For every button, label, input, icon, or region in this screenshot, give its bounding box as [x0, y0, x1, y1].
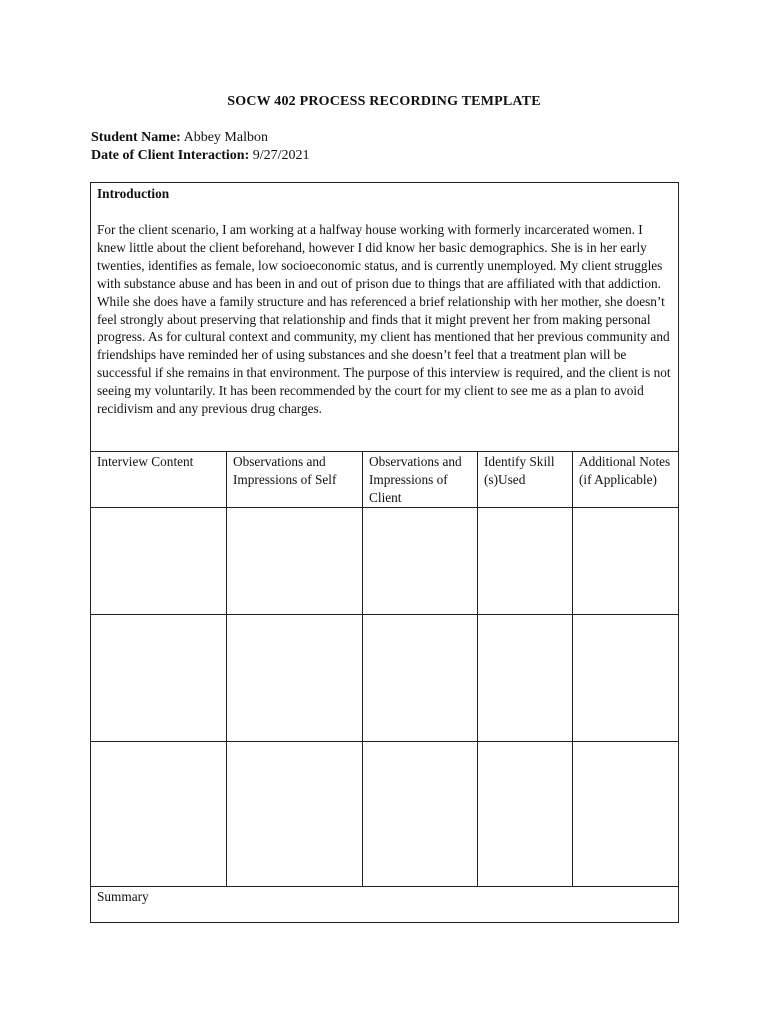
column-header: Observations and Impressions of Client	[363, 452, 478, 508]
table-cell[interactable]	[573, 507, 679, 614]
table-cell[interactable]	[573, 614, 679, 741]
table-cell[interactable]	[91, 614, 227, 741]
table-row	[91, 614, 679, 741]
document-title: SOCW 402 PROCESS RECORDING TEMPLATE	[227, 94, 541, 109]
introduction-heading: Introduction	[97, 186, 170, 201]
date-label: Date of Client Interaction:	[91, 148, 250, 163]
table-cell[interactable]	[478, 507, 573, 614]
date-value: 9/27/2021	[252, 148, 310, 163]
table-cell[interactable]	[363, 741, 478, 886]
column-header: Additional Notes (if Applicable)	[573, 452, 679, 508]
summary-label: Summary	[97, 888, 149, 904]
table-cell[interactable]	[227, 507, 363, 614]
table-cell[interactable]	[363, 507, 478, 614]
table-cell[interactable]	[363, 614, 478, 741]
table-header-row	[91, 452, 679, 508]
column-header: Observations and Impressions of Self	[227, 452, 363, 508]
date-line	[91, 147, 310, 165]
student-name-value: Abbey Malbon	[183, 130, 268, 145]
table-cell[interactable]	[91, 507, 227, 614]
student-name-label: Student Name:	[91, 130, 181, 145]
summary-cell[interactable]	[91, 886, 679, 922]
table-row	[91, 507, 679, 614]
column-header: Interview Content	[91, 452, 227, 508]
introduction-text: For the client scenario, I am working at a halfway house working with formerly incarcerated women. I knew little about the client beforehand, however I did know her basic demographics. She is in her early twenties, identifies as female, low socioeconomic status, and is currently unemployed. My client struggles with substance abuse and has been in and out of prison due to things that are affiliated with that addiction. While she does have a family structure and has referenced a brief relationship with her mother, she doesn’t feel strongly about preserving that relationship and finds that it might prevent her from making personal progress. As for cultural context and community, my client has mentioned that her previous community and friendships have reminded her of using substances and she doesn’t feel that a treatment plan will be successful if she remains in that environment. The purpose of this interview is required, and the client is not seeing my voluntarily. It has been recommended by the court for my client to see me as a plan to avoid recidivism and any previous drug charges.	[97, 222, 671, 417]
table-cell[interactable]	[227, 741, 363, 886]
column-header: Identify Skill (s)Used	[478, 452, 573, 508]
table-cell[interactable]	[478, 614, 573, 741]
table-row	[91, 741, 679, 886]
table-cell[interactable]	[227, 614, 363, 741]
student-name-line	[91, 129, 310, 147]
introduction-cell	[91, 183, 679, 452]
process-recording-table	[90, 182, 679, 923]
document-meta	[91, 129, 310, 165]
table-cell[interactable]	[573, 741, 679, 886]
table-cell[interactable]	[478, 741, 573, 886]
table-cell[interactable]	[91, 741, 227, 886]
